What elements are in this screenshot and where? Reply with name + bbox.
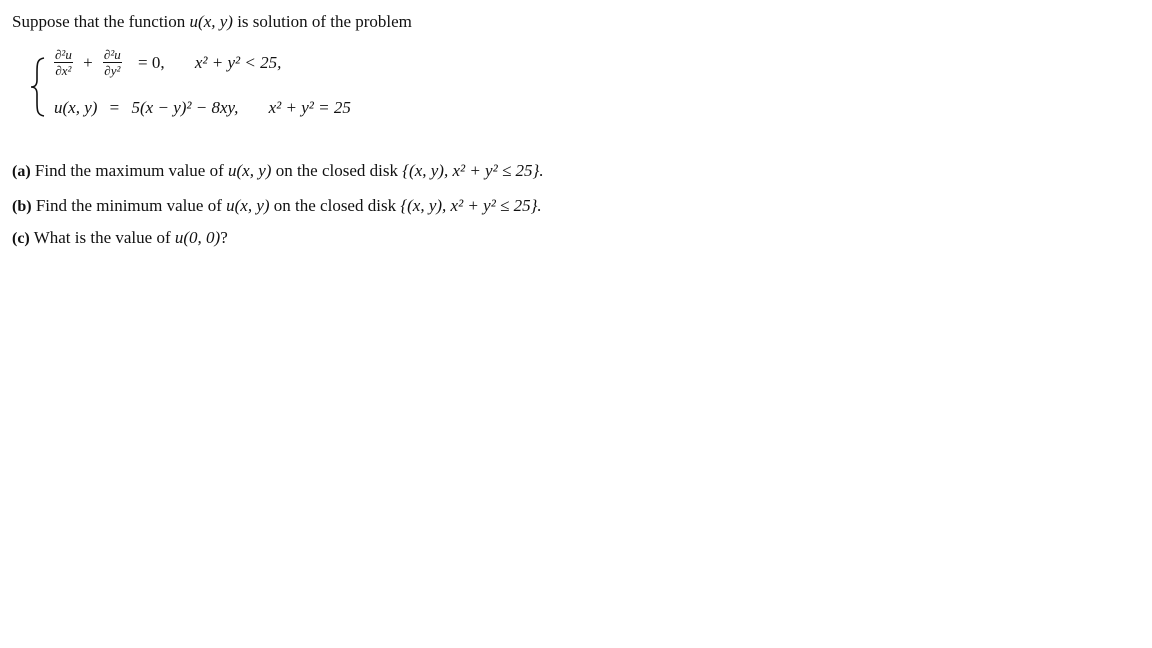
fraction-1-denominator: ∂x² [55, 63, 72, 78]
question-b-text2: on the closed disk [269, 196, 401, 215]
intro-line [12, 12, 412, 32]
question-a-text: Find the maximum value of [34, 161, 229, 180]
boundary-rhs: 5(x − y)² − 8xy, [131, 98, 239, 117]
row1-equals-zero: = 0, [138, 52, 165, 72]
question-a-set: {(x, y), x² + y² ≤ 25}. [402, 161, 544, 180]
question-b [12, 196, 542, 217]
equation-row-1 [54, 48, 281, 77]
fraction-1-numerator: ∂²u [55, 47, 72, 62]
intro-text-before: Suppose that the function [12, 12, 190, 31]
intro-function: u(x, y) [189, 12, 233, 31]
question-c-label: (c) [12, 230, 30, 247]
fraction-2-denominator: ∂y² [104, 63, 121, 78]
boundary-condition: x² + y² = 25 [268, 98, 351, 117]
question-a-text2: on the closed disk [271, 161, 403, 180]
question-b-set: {(x, y), x² + y² ≤ 25}. [400, 196, 542, 215]
boundary-lhs: u(x, y) [54, 98, 98, 117]
boundary-equals: = [109, 98, 120, 117]
question-c-text: What is the value of [33, 228, 175, 247]
question-a [12, 161, 544, 182]
question-a-function: u(x, y) [228, 161, 272, 180]
fraction-2-numerator: ∂²u [103, 47, 121, 62]
question-b-function: u(x, y) [226, 196, 270, 215]
pde-system [28, 48, 448, 124]
row1-domain-condition: x² + y² < 25, [194, 52, 282, 72]
left-brace [28, 56, 48, 118]
question-c-function: u(0, 0) [174, 228, 221, 247]
question-a-label: (a) [12, 163, 31, 180]
equation-row-2 [54, 98, 351, 118]
plus-sign: + [83, 52, 93, 72]
question-b-text: Find the minimum value of [35, 196, 227, 215]
question-c [12, 228, 228, 249]
question-c-text2: ? [220, 228, 228, 247]
intro-text-after: is solution of the problem [232, 12, 412, 31]
question-b-label: (b) [12, 198, 32, 215]
fraction-d2u-dy2 [103, 48, 122, 77]
fraction-d2u-dx2 [54, 48, 73, 77]
